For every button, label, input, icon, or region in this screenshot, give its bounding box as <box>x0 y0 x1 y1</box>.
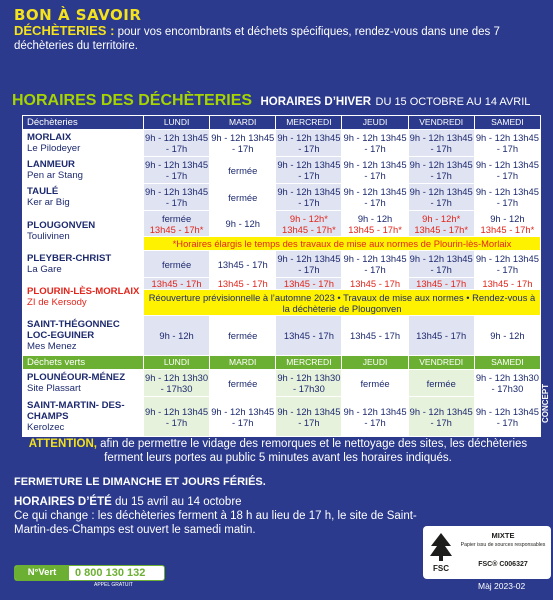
attention-notice <box>14 437 542 465</box>
schedule-cell: 13h45 - 17h <box>210 278 276 290</box>
site-name: LANMEUR Pen ar Stang <box>23 157 144 184</box>
concept-vertical-text <box>540 295 550 425</box>
schedule-cell: 9h - 12h 13h45 - 17h <box>342 251 408 278</box>
summer-text: Ce qui change : les déchèteries ferment à 18 h au lieu de 17 h, le site de Saint-Martin-des-Champs est ouvert le samedi matin. <box>14 510 417 536</box>
title-main: HORAIRES DES DÉCHÈTERIES <box>12 92 253 109</box>
table-header <box>23 116 541 130</box>
schedule-cell: 9h - 12h 13h45 - 17h <box>474 251 540 278</box>
schedule-cell: 9h - 12h 13h45 - 17h <box>408 251 474 278</box>
header-day: MARDI <box>210 116 276 130</box>
plougonven-note: *Horaires élargis le temps des travaux de mise aux normes de Plourin-lès-Morlaix <box>144 237 541 251</box>
fsc-sub: Papier issu de sources responsables <box>460 542 546 548</box>
numero-vert-badge[interactable] <box>14 565 165 581</box>
schedule-cell: 9h - 12h 13h45 - 17h* <box>342 211 408 237</box>
schedule-cell: 9h - 12h 13h45 - 17h <box>474 130 540 157</box>
schedule-cell: 9h - 12h 13h45 - 17h <box>474 184 540 211</box>
schedule-cell: 9h - 12h 13h45 - 17h <box>276 184 342 211</box>
table-row <box>23 251 541 278</box>
schedule-cell: fermée <box>144 251 210 278</box>
table-row <box>23 397 541 437</box>
schedule-cell: 9h - 12h 13h45 - 17h <box>474 397 540 437</box>
header-day: MERCREDI <box>276 356 342 370</box>
schedule-cell: 9h - 12h 13h45 - 17h <box>144 184 210 211</box>
summer-dates: du 15 avril au 14 octobre <box>114 496 242 508</box>
schedule-cell: 9h - 12h* 13h45 - 17h* <box>408 211 474 237</box>
header-day: JEUDI <box>342 356 408 370</box>
schedule-cell: 9h - 12h 13h45 - 17h <box>474 157 540 184</box>
header-dechets-verts: Déchets verts <box>23 356 144 370</box>
schedule-table <box>22 115 541 437</box>
schedule-card <box>12 72 539 433</box>
plourin-note: Réouverture prévisionnelle à l’automne 2023 • Travaux de mise aux normes • Rendez-vous à la déchèterie de Plougonven <box>144 290 541 316</box>
summer-hours <box>14 495 434 537</box>
schedule-cell: 9h - 12h 13h45 - 17h <box>144 157 210 184</box>
site-name: PLOUNÉOUR-MÉNEZ Site Plassart <box>23 370 144 397</box>
schedule-cell: 13h45 - 17h <box>408 278 474 290</box>
intro-text <box>14 24 534 53</box>
fsc-mixte: MIXTE <box>491 531 515 540</box>
schedule-cell: 9h - 12h 13h45 - 17h <box>210 130 276 157</box>
numero-vert-number: 0 800 130 132 <box>75 567 146 579</box>
appel-gratuit: APPEL GRATUIT <box>94 582 133 588</box>
table-row <box>23 157 541 184</box>
schedule-cell: 9h - 12h 13h30 - 17h30 <box>144 370 210 397</box>
schedule-cell: 9h - 12h 13h45 - 17h <box>144 130 210 157</box>
bon-a-savoir-heading: BON À SAVOIR <box>14 6 142 24</box>
schedule-cell: 9h - 12h* 13h45 - 17h* <box>276 211 342 237</box>
schedule-cell: 13h45 - 17h <box>144 278 210 290</box>
table-row <box>23 184 541 211</box>
table-row <box>23 278 541 290</box>
header-day: LUNDI <box>144 356 210 370</box>
schedule-cell: 9h - 12h 13h45 - 17h <box>144 397 210 437</box>
schedule-cell: 9h - 12h 13h45 - 17h <box>408 397 474 437</box>
green-header <box>23 356 541 370</box>
fsc-code: FSC® C006327 <box>478 561 528 568</box>
fsc-label <box>423 526 551 579</box>
schedule-cell: 9h - 12h 13h45 - 17h <box>210 397 276 437</box>
attention-label: ATTENTION, <box>28 438 97 450</box>
schedule-cell: 9h - 12h <box>144 316 210 356</box>
dechetteries-text: pour vos encombrants et déchets spécifiques, rendez-vous dans une des 7 déchèteries du territoire. <box>14 26 500 52</box>
concept-label: CONCEPT <box>541 383 550 423</box>
schedule-cell: fermée <box>408 370 474 397</box>
fsc-logo-text: FSC <box>433 564 449 573</box>
schedule-cell: 9h - 12h 13h45 - 17h <box>342 397 408 437</box>
schedule-cell: 9h - 12h <box>210 211 276 237</box>
schedule-cell: 13h45 - 17h <box>474 278 540 290</box>
schedule-cell: 9h - 12h 13h30 - 17h30 <box>474 370 540 397</box>
schedule-cell: 9h - 12h 13h45 - 17h <box>342 184 408 211</box>
schedule-cell: fermée <box>210 316 276 356</box>
fsc-tree-icon <box>427 530 455 574</box>
header-day: VENDREDI <box>408 356 474 370</box>
schedule-cell: 9h - 12h 13h45 - 17h <box>342 157 408 184</box>
schedule-cell: 9h - 12h 13h45 - 17h <box>408 184 474 211</box>
schedule-cell: 9h - 12h 13h45 - 17h* <box>474 211 540 237</box>
header-day: JEUDI <box>342 116 408 130</box>
schedule-cell: 9h - 12h 13h45 - 17h <box>276 157 342 184</box>
attention-text: afin de permettre le vidage des remorques et le nettoyage des sites, les déchèteries ferment leurs portes au public 5 minutes avant les horaires indiqués. <box>100 438 528 464</box>
schedule-cell: 13h45 - 17h <box>276 278 342 290</box>
table-row <box>23 316 541 356</box>
schedule-cell: 13h45 - 17h <box>342 316 408 356</box>
schedule-cell: fermée 13h45 - 17h* <box>144 211 210 237</box>
site-name: PLOUGONVEN Toulivinen <box>23 211 144 251</box>
schedule-cell: 13h45 - 17h <box>342 278 408 290</box>
header-day: SAMEDI <box>474 356 540 370</box>
dechetteries-label: DÉCHÈTERIES : <box>14 23 115 38</box>
schedule-cell: 9h - 12h 13h45 - 17h <box>276 130 342 157</box>
update-date: Màj 2023-02 <box>478 581 526 591</box>
schedule-cell: fermée <box>342 370 408 397</box>
table-row <box>23 211 541 237</box>
header-day: MARDI <box>210 356 276 370</box>
schedule-cell: fermée <box>210 157 276 184</box>
header-day: MERCREDI <box>276 116 342 130</box>
site-name: PLOURIN-LÈS-MORLAIX ZI de Kersody <box>23 278 144 316</box>
schedule-cell: 9h - 12h 13h45 - 17h <box>408 130 474 157</box>
schedule-cell: 13h45 - 17h <box>210 251 276 278</box>
schedule-cell: 9h - 12h <box>474 316 540 356</box>
site-name: SAINT-THÉGONNEC LOC-EGUINER Mes Menez <box>23 316 144 356</box>
schedule-title <box>12 92 530 112</box>
schedule-cell: fermée <box>210 184 276 211</box>
schedule-cell: 9h - 12h 13h45 - 17h <box>276 251 342 278</box>
schedule-cell: 9h - 12h 13h45 - 17h <box>408 157 474 184</box>
header-day: LUNDI <box>144 116 210 130</box>
site-name: MORLAIX Le Pilodeyer <box>23 130 144 157</box>
site-name: PLEYBER-CHRIST La Gare <box>23 251 144 278</box>
site-name: TAULÉ Ker ar Big <box>23 184 144 211</box>
site-name: SAINT-MARTIN- DES-CHAMPS Kerolzec <box>23 397 144 437</box>
numero-vert-label: N°Vert <box>15 566 69 580</box>
schedule-cell: 13h45 - 17h <box>408 316 474 356</box>
summer-label: HORAIRES D’ÉTÉ <box>14 496 112 508</box>
schedule-cell: 9h - 12h 13h45 - 17h <box>342 130 408 157</box>
schedule-cell: fermée <box>210 370 276 397</box>
header-day: SAMEDI <box>474 116 540 130</box>
header-dechetteries: Déchèteries <box>23 116 144 130</box>
schedule-cell: 9h - 12h 13h45 - 17h <box>276 397 342 437</box>
table-row <box>23 370 541 397</box>
closed-notice: FERMETURE LE DIMANCHE ET JOURS FÉRIÉS. <box>14 476 266 488</box>
schedule-cell: 9h - 12h 13h30 - 17h30 <box>276 370 342 397</box>
table-row <box>23 130 541 157</box>
header-day: VENDREDI <box>408 116 474 130</box>
title-season: HORAIRES D’HIVER <box>260 96 372 108</box>
schedule-cell: 13h45 - 17h <box>276 316 342 356</box>
title-dates: DU 15 OCTOBRE AU 14 AVRIL <box>375 96 531 108</box>
